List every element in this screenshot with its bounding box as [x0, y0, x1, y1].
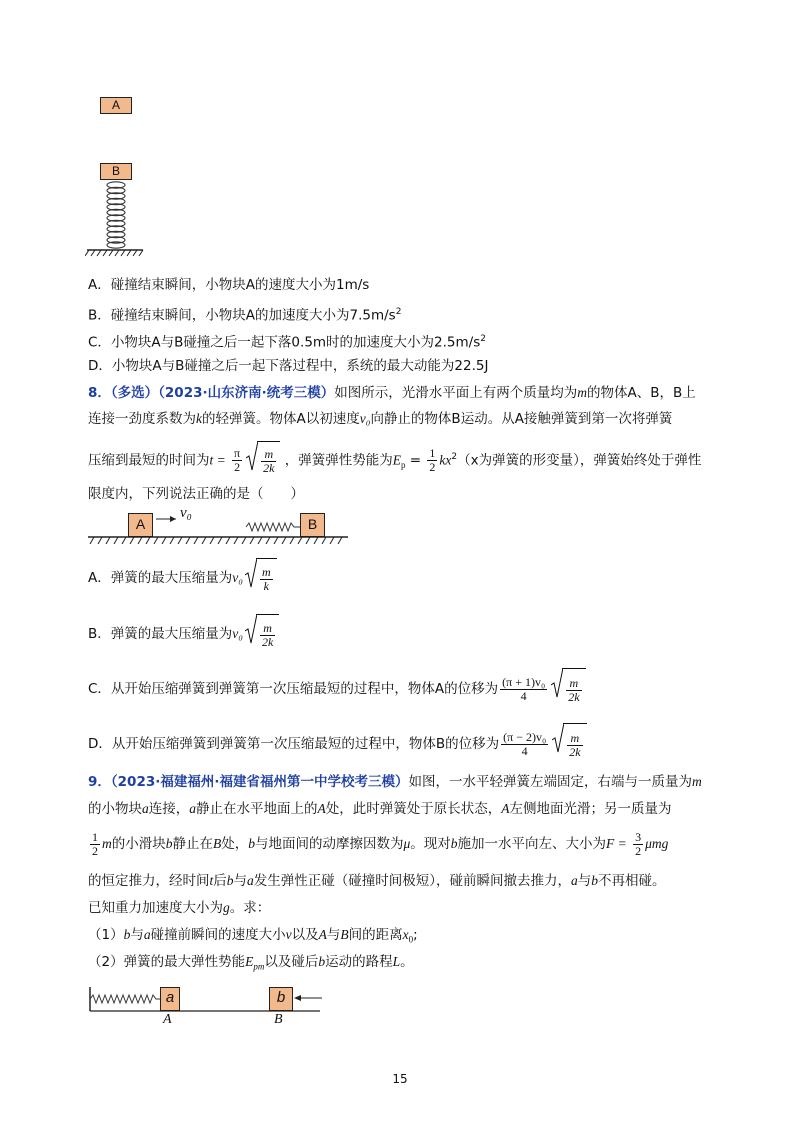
- superscript: 2: [451, 452, 458, 462]
- q9-line-1: [88, 772, 702, 792]
- text: （x为弹簧的形变量），弹簧始终处于弹性: [457, 452, 702, 469]
- var-mumg: μmg: [645, 836, 669, 851]
- velocity-label: v₀: [180, 505, 192, 521]
- var-v0: v₀: [232, 626, 243, 641]
- fraction-3-2: [633, 831, 643, 858]
- position-label-b: B: [274, 1012, 283, 1027]
- var-v0: v₀: [359, 411, 371, 426]
- option-label: D．: [88, 736, 112, 752]
- var-A: A: [318, 927, 327, 942]
- numerator: (π + 1)v₀: [502, 674, 546, 689]
- var-v0: v₀: [232, 570, 243, 585]
- text: 的恒定推力，经时间: [88, 873, 210, 889]
- denominator: 2k: [263, 461, 275, 475]
- text: 静止在: [172, 836, 213, 852]
- denominator: 2: [92, 843, 98, 858]
- sqrt-m-2k: [552, 723, 586, 765]
- subscript: pm: [253, 961, 265, 972]
- numerator: m: [567, 732, 582, 746]
- var-b: b: [318, 954, 326, 969]
- q8-option-c: [88, 668, 586, 710]
- fraction-displacement-b: [501, 731, 548, 758]
- var-mu: μ: [403, 836, 411, 851]
- q9-line-2: [88, 799, 672, 819]
- option-text: 从开始压缩弹簧到弹簧第一次压缩最短的过程中，物体B的位移为: [111, 736, 500, 752]
- text: 连接一劲度系数为: [88, 411, 196, 427]
- var-b: b: [165, 836, 173, 851]
- sqrt-m-2k: [551, 668, 585, 710]
- var-A: A: [501, 801, 510, 816]
- q8-ground-spring: [88, 505, 350, 547]
- var-b: b: [123, 927, 131, 942]
- var-b: b: [450, 836, 458, 851]
- denominator: 2k: [569, 744, 581, 759]
- denominator: 2: [234, 460, 241, 474]
- var-kx: kx: [439, 452, 452, 468]
- q9-subquestion-2: [88, 952, 414, 977]
- text: 后: [213, 873, 227, 889]
- question-source: （2023·山东济南·统考三模）: [158, 385, 335, 401]
- numerator: 1: [92, 829, 98, 844]
- var-B: B: [340, 927, 349, 942]
- option-label: B．: [88, 626, 111, 642]
- q8-line-3: [88, 438, 701, 484]
- figure-spring-blocks: [85, 95, 145, 265]
- block-b: b: [269, 987, 293, 1011]
- q8-line-1: [88, 383, 696, 403]
- denominator: 2k: [261, 634, 274, 649]
- denominator: 2: [429, 460, 436, 474]
- block-a: A: [128, 513, 153, 537]
- text: 的小滑块: [111, 836, 166, 852]
- text: （2）弹簧的最大弹性势能: [88, 954, 246, 970]
- q9-subquestion-1: [88, 925, 418, 950]
- option-text: 碰撞结束瞬间，小物块A的速度大小为1m/s: [110, 277, 370, 293]
- var-a: a: [143, 927, 151, 942]
- fraction-displacement-a: [500, 676, 547, 703]
- numerator: (π − 2)v₀: [503, 729, 547, 744]
- denominator: 2k: [568, 689, 580, 704]
- q7-option-c: [88, 329, 486, 353]
- text: 限度内，下列说法正确的是（ ）: [88, 486, 304, 502]
- var-t: t: [209, 873, 214, 888]
- text: 与: [577, 873, 592, 889]
- option-text: 弹簧的最大压缩量为: [110, 626, 233, 642]
- var-b: b: [591, 873, 599, 888]
- var-a: a: [247, 873, 254, 888]
- text: 与地面间的动摩擦因数为: [255, 836, 404, 852]
- text: 压缩到最短的时间为: [88, 452, 210, 469]
- denominator: 2: [635, 843, 642, 858]
- block-a: A: [100, 97, 132, 114]
- text: 与: [130, 927, 144, 943]
- text: 。: [400, 954, 414, 970]
- text: 运动的路程: [325, 954, 393, 970]
- q8-line-4: [88, 484, 304, 504]
- option-text: 碰撞结束瞬间，小物块A的加速度大小为7.5m/s: [110, 307, 396, 324]
- var-t: t =: [209, 452, 226, 468]
- var-e: E: [245, 954, 254, 969]
- text: 以及: [291, 927, 319, 943]
- question-source: （2023·福建福州·福建省福州第一中学校考三模）: [110, 774, 409, 790]
- text: 静止在水平地面上的: [196, 801, 318, 817]
- numerator: m: [260, 622, 275, 636]
- text: 处，: [221, 836, 249, 852]
- var-b: b: [248, 836, 255, 851]
- var-m: m: [577, 385, 587, 400]
- var-x: x: [402, 927, 409, 942]
- fraction-1-2: [427, 447, 437, 474]
- text: 。求：: [229, 900, 271, 916]
- q7-option-a: [88, 275, 369, 295]
- var-F: F =: [606, 836, 627, 851]
- option-label: C．: [88, 681, 111, 697]
- sqrt-m-2k: [245, 614, 279, 654]
- sqrt-m-2k: [246, 441, 280, 481]
- option-label: A．: [88, 570, 111, 586]
- q9-line-5: [88, 898, 270, 918]
- text: 向静止的物体B运动。从A接触弹簧到第一次将弹簧: [370, 411, 673, 427]
- subscript: p: [400, 460, 406, 471]
- figure-q8-blocks: [88, 505, 350, 547]
- numerator: m: [566, 677, 581, 691]
- q9-line-3: [88, 826, 668, 862]
- q8-line-2: [88, 409, 672, 429]
- superscript: 2: [480, 334, 486, 344]
- var-e: E: [392, 452, 401, 468]
- text: 的物体A、B，B上: [587, 385, 696, 401]
- q9-line-4: [88, 871, 666, 891]
- equals: =: [409, 452, 422, 469]
- var-L: L: [392, 954, 401, 969]
- subscript: 0: [408, 934, 414, 945]
- option-label: C．: [88, 334, 111, 351]
- var-m: m: [102, 836, 112, 851]
- text: 。现对: [410, 836, 451, 852]
- denominator: 4: [520, 688, 527, 703]
- text: 如图所示，光滑水平面上有两个质量均为: [334, 385, 578, 401]
- text: 与: [233, 873, 248, 889]
- q8-option-b: [88, 614, 279, 654]
- var-a: a: [142, 801, 149, 816]
- option-label: D．: [88, 358, 112, 374]
- text: 与: [326, 927, 341, 943]
- block-b: B: [300, 513, 325, 537]
- numerator: m: [261, 448, 276, 462]
- text: 间的距离: [348, 927, 403, 943]
- option-label: B．: [88, 307, 111, 324]
- text: 的小物块: [88, 801, 142, 817]
- figure-q9-blocks: [88, 985, 328, 1031]
- text: 左侧地面光滑；另一质量为: [509, 801, 672, 817]
- text: 连接，: [148, 801, 190, 817]
- text: 的轻弹簧。物体A以初速度: [202, 411, 360, 427]
- q8-option-a: [88, 558, 277, 598]
- question-type: （多选）: [110, 385, 159, 401]
- option-text: 弹簧的最大压缩量为: [110, 570, 233, 586]
- var-B: B: [213, 836, 222, 851]
- option-label: A．: [88, 277, 111, 293]
- var-a: a: [571, 873, 578, 888]
- text: ，弹簧弹性势能为: [284, 452, 393, 469]
- fraction-pi-2: [232, 447, 242, 474]
- option-text: 小物块A与B碰撞之后一起下落过程中，系统的最大动能为22.5J: [111, 358, 489, 374]
- vertical-spring: [85, 179, 145, 265]
- superscript: 2: [395, 307, 402, 317]
- var-b: b: [226, 873, 234, 888]
- numerator: m: [261, 564, 271, 579]
- var-v: v: [285, 927, 292, 942]
- text: 处，此时弹簧处于原长状态，: [325, 801, 502, 817]
- numerator: 1: [429, 446, 436, 460]
- text: 已知重力加速度大小为: [88, 900, 223, 916]
- var-a: a: [189, 801, 196, 816]
- q7-option-d: [88, 356, 488, 376]
- text: 发生弹性正碰（碰撞时间极短），碰前瞬间撤去推力，: [253, 873, 572, 889]
- text: 施加一水平向左、大小为: [457, 836, 607, 852]
- block-b: B: [100, 163, 132, 180]
- option-text: 小物块A与B碰撞之后一起下落0.5m时的加速度大小为2.5m/s: [110, 334, 481, 351]
- var-g: g: [223, 900, 230, 915]
- question-number: 9．: [88, 774, 111, 790]
- numerator: π: [234, 446, 241, 460]
- text: ;: [413, 927, 418, 943]
- option-text: 从开始压缩弹簧到弹簧第一次压缩最短的过程中，物体A的位移为: [110, 681, 499, 697]
- var-k: k: [196, 411, 202, 426]
- var-A: A: [317, 801, 326, 816]
- denominator: 4: [521, 743, 528, 758]
- page-number: 15: [392, 1072, 408, 1086]
- text: （1）: [88, 927, 124, 943]
- text: 不再相碰。: [598, 873, 666, 889]
- var-m: m: [692, 774, 702, 789]
- q8-option-d: [88, 723, 587, 765]
- text: 碰撞前瞬间的速度大小: [150, 927, 286, 943]
- text: 如图，一水平轻弹簧左端固定，右端与一质量为: [408, 774, 692, 790]
- fraction-half: [90, 831, 100, 858]
- question-number: 8．: [88, 385, 111, 401]
- block-a: a: [160, 987, 180, 1011]
- q7-option-b: [88, 302, 401, 326]
- text: 以及碰后: [264, 954, 319, 970]
- numerator: 3: [635, 829, 642, 844]
- sqrt-m-k: [245, 558, 277, 598]
- position-label-a: A: [163, 1012, 172, 1027]
- denominator: k: [263, 578, 269, 593]
